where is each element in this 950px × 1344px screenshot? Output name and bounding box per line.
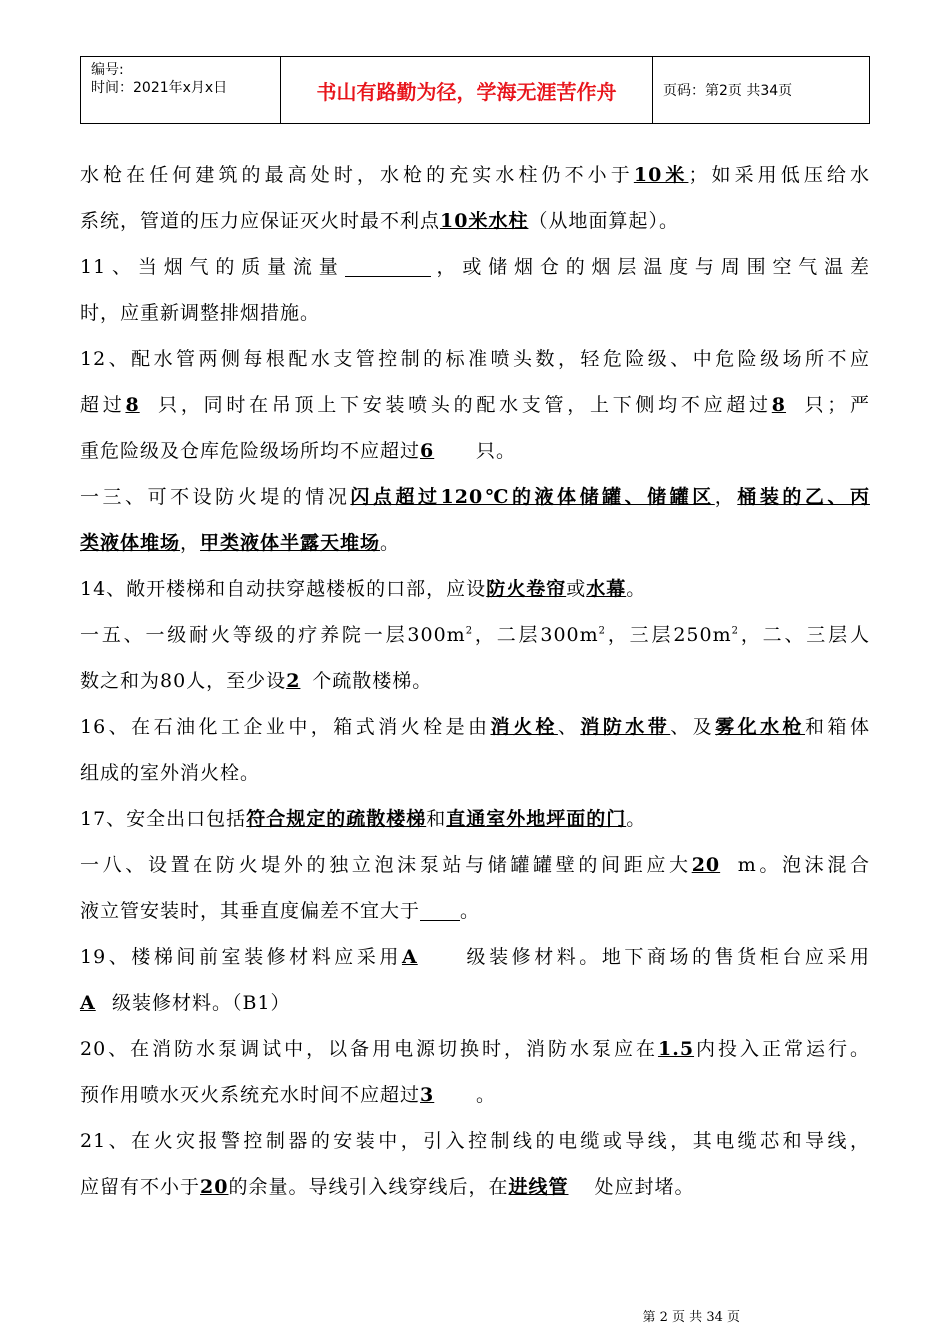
answer: 10米水柱 [440, 210, 529, 232]
answer: 1.5 [657, 1038, 695, 1060]
paragraph-line: 一八、设置在防火堤外的独立泡沫泵站与储罐罐壁的间距应大20 m。泡沫混合 [80, 842, 870, 888]
paragraph-line: 11、当烟气的质量流量 ，或储烟仓的烟层温度与周围空气温差 [80, 256, 870, 278]
answer: 雾化水枪 [715, 716, 806, 738]
paragraph-line: A 级装修材料。（B1） [80, 980, 870, 1026]
document-body [80, 152, 870, 1210]
paragraph-line: 21、在火灾报警控制器的安装中，引入控制线的电缆或导线，其电缆芯和导线， [80, 1130, 870, 1152]
paragraph-line: 17、安全出口包括符合规定的疏散楼梯和直通室外地坪面的门。 [80, 808, 647, 830]
header-page-code: 页码：第2页 共34页 [663, 83, 793, 99]
answer: 防火卷帘 [486, 578, 567, 600]
answer: 消防水带 [580, 716, 671, 738]
document-time: 时间：2021年x月x日 [91, 80, 228, 96]
paragraph-line: 类液体堆场，甲类液体半露天堆场。 [80, 532, 401, 554]
answer: A [80, 992, 96, 1014]
paragraph-line: 应留有不小于20的余量。导线引入线穿线后，在进线管 处应封堵。 [80, 1164, 870, 1210]
paragraph-line: 数之和为80人，至少设2 个疏散楼梯。 [80, 658, 870, 704]
document-number-label: 编号: [91, 62, 124, 78]
paragraph-line: 组成的室外消火栓。 [80, 762, 261, 784]
answer: 桶装的乙、丙 [737, 486, 870, 508]
paragraph-line: 重危险级及仓库危险级场所均不应超过6 只。 [80, 428, 870, 474]
paragraph-line: 预作用喷水灭火系统充水时间不应超过3 。 [80, 1072, 870, 1118]
paragraph-line: 一三、可不设防火堤的情况闪点超过120℃的液体储罐、储罐区，桶装的乙、丙 [80, 486, 870, 508]
paragraph-line: 一五、一级耐火等级的疗养院一层$300m^2$，二层$300m^2$，三层$250m^2$，二、三层人 [80, 624, 870, 646]
paragraph-line: 16、在石油化工企业中，箱式消火栓是由消火栓、消防水带、及雾化水枪和箱体 [80, 716, 870, 738]
paragraph-line: 时，应重新调整排烟措施。 [80, 302, 321, 324]
answer: 10米 [633, 164, 689, 186]
paragraph-line: 12、配水管两侧每根配水支管控制的标准喷头数，轻危险级、中危险级场所不应 [80, 348, 870, 370]
answer: 进线管 [508, 1176, 569, 1198]
answer: 直通室外地坪面的门 [446, 808, 627, 830]
answer: 20 [200, 1176, 229, 1198]
answer: 符合规定的疏散楼梯 [246, 808, 427, 830]
answer: 2 [286, 670, 301, 692]
answer: 8 [125, 394, 140, 416]
answer: 20 [691, 854, 721, 876]
header-meta [81, 57, 281, 123]
answer: 甲类液体半露天堆场 [200, 532, 381, 554]
answer: 3 [420, 1084, 435, 1106]
paragraph-line: 19、楼梯间前室装修材料应采用A 级装修材料。地下商场的售货柜台应采用 [80, 934, 870, 980]
header-table [80, 56, 870, 124]
answer: 水幕 [586, 578, 627, 600]
answer-blank [420, 901, 460, 921]
answer: 8 [771, 394, 787, 416]
paragraph-line: 液立管安装时，其垂直度偏差不宜大于 。 [80, 900, 481, 922]
answer: 类液体堆场 [80, 532, 181, 554]
answer: 消火栓 [490, 716, 558, 738]
answer: 闪点超过120℃的液体储罐、储罐区 [350, 486, 715, 508]
answer: A [401, 946, 418, 968]
answer-blank [345, 257, 431, 277]
paragraph-line: 20、在消防水泵调试中，以备用电源切换时，消防水泵应在1.5内投入正常运行。 [80, 1038, 870, 1060]
paragraph-line: 水枪在任何建筑的最高处时，水枪的充实水柱仍不小于10米；如采用低压给水 [80, 164, 870, 186]
paragraph-line: 系统，管道的压力应保证灭火时最不利点10米水柱（从地面算起）。 [80, 210, 679, 232]
answer: 6 [420, 440, 435, 462]
header-motto: 书山有路勤为径，学海无涯苦作舟 [281, 57, 653, 123]
paragraph-line: 超过8 只，同时在吊顶上下安装喷头的配水支管，上下侧均不应超过8 只；严 [80, 382, 870, 428]
footer-page-number: 第 2 页 共 34 页 [642, 1310, 740, 1325]
paragraph-line: 14、敞开楼梯和自动扶穿越楼板的口部，应设防火卷帘或水幕。 [80, 578, 647, 600]
